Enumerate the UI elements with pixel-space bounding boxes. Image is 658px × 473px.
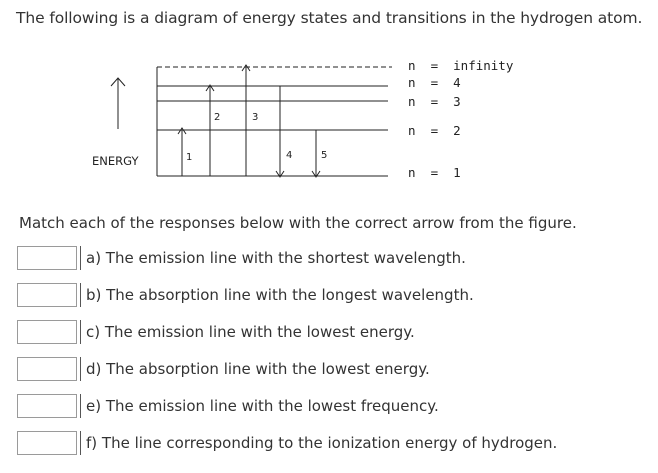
energy-level-diagram <box>0 0 658 200</box>
level-label-n4: n = 4 <box>408 75 461 90</box>
response-text-f: f) The line corresponding to the ionization energy of hydrogen. <box>80 431 557 455</box>
answer-input-f[interactable] <box>17 431 77 455</box>
level-label-n3: n = 3 <box>408 94 461 109</box>
level-label-n2: n = 2 <box>408 123 461 138</box>
response-row-f <box>17 430 557 456</box>
transition-arrow-3 <box>242 65 250 176</box>
response-text-d: d) The absorption line with the lowest energy. <box>80 357 430 381</box>
transition-arrow-1 <box>178 128 186 176</box>
transition-arrow-4 <box>276 86 284 177</box>
response-row-d <box>17 356 557 382</box>
answer-input-e[interactable] <box>17 394 77 418</box>
response-row-e <box>17 393 557 419</box>
response-text-e: e) The emission line with the lowest frequency. <box>80 394 439 418</box>
response-text-c: c) The emission line with the lowest energy. <box>80 320 415 344</box>
energy-axis-label: ENERGY <box>92 154 139 168</box>
response-row-a <box>17 245 557 271</box>
level-label-n-infinity: n = infinity <box>408 58 514 73</box>
level-label-n1: n = 1 <box>408 165 461 180</box>
answer-input-d[interactable] <box>17 357 77 381</box>
question-intro: The following is a diagram of energy states and transitions in the hydrogen atom. <box>16 9 643 27</box>
energy-axis-arrow <box>111 78 125 129</box>
transition-label-3: 3 <box>252 112 259 123</box>
answer-input-a[interactable] <box>17 246 77 270</box>
transition-label-4: 4 <box>286 150 293 161</box>
transition-label-1: 1 <box>186 152 193 163</box>
response-text-a: a) The emission line with the shortest wavelength. <box>80 246 466 270</box>
transition-arrow-5 <box>312 130 320 177</box>
transition-label-5: 5 <box>321 150 328 161</box>
answer-input-b[interactable] <box>17 283 77 307</box>
response-text-b: b) The absorption line with the longest wavelength. <box>80 283 474 307</box>
transition-arrow-2 <box>206 85 214 101</box>
answer-input-c[interactable] <box>17 320 77 344</box>
response-list <box>17 245 557 467</box>
response-row-b <box>17 282 557 308</box>
transition-label-2: 2 <box>214 112 221 123</box>
response-row-c <box>17 319 557 345</box>
match-instructions: Match each of the responses below with the correct arrow from the figure. <box>19 214 577 232</box>
